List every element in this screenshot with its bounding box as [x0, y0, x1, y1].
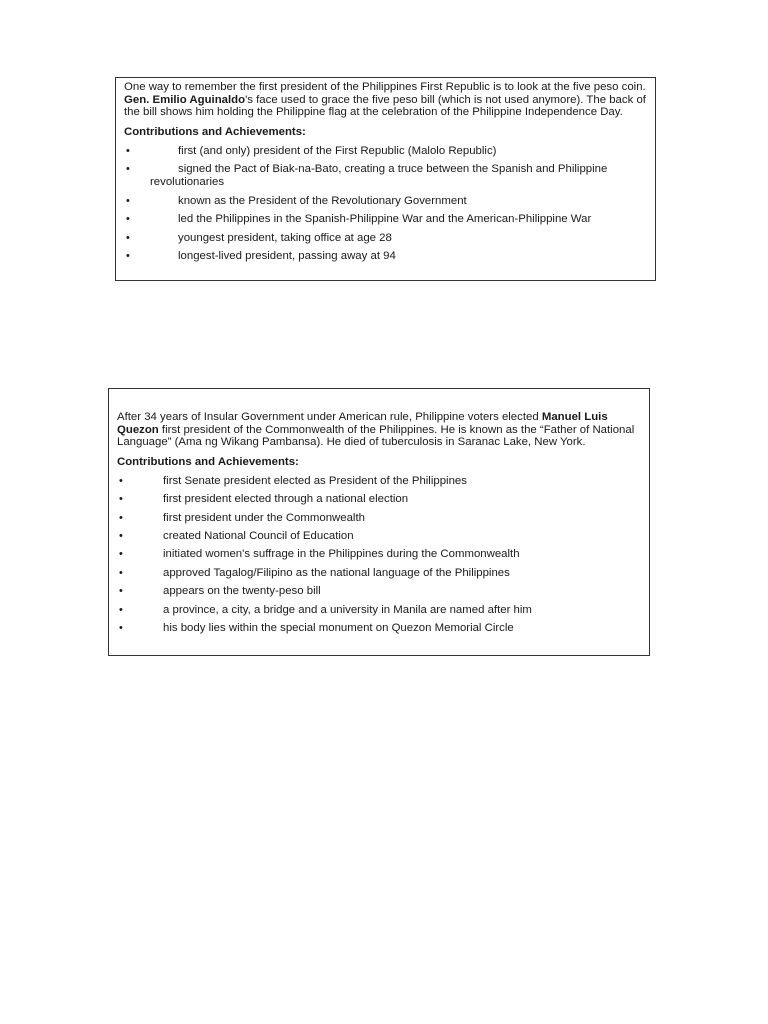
list-item-text: his body lies within the special monument on Quezon Memorial Circle — [163, 621, 514, 634]
aguinaldo-heading: Contributions and Achievements: — [124, 125, 306, 138]
bullet-icon: • — [119, 603, 123, 616]
aguinaldo-name: Gen. Emilio Aguinaldo — [124, 93, 246, 106]
bullet-icon: • — [119, 511, 123, 524]
list-item — [124, 145, 647, 158]
list-item — [117, 548, 641, 561]
list-item — [117, 604, 641, 617]
bullet-icon: • — [126, 144, 130, 157]
quezon-heading: Contributions and Achievements: — [117, 455, 299, 468]
list-item-text: first (and only) president of the First Republic (Malolo Republic) — [178, 144, 497, 157]
list-item-text: created National Council of Education — [163, 529, 354, 542]
list-item — [124, 195, 647, 208]
list-item-text: signed the Pact of Biak-na-Bato, creating a truce between the Spanish and Philippine revolutionaries — [150, 163, 608, 188]
list-item-text: longest-lived president, passing away at 94 — [178, 250, 396, 263]
bullet-icon: • — [119, 621, 123, 634]
quezon-intro-paragraph — [117, 411, 641, 449]
bullet-icon: • — [126, 250, 130, 263]
bullet-icon: • — [119, 474, 123, 487]
quezon-intro-before: After 34 years of Insular Government under American rule, Philippine voters elected — [117, 411, 542, 423]
list-item — [117, 622, 641, 635]
list-item — [117, 585, 641, 598]
bullet-icon: • — [119, 493, 123, 506]
list-item-text: appears on the twenty-peso bill — [163, 585, 321, 598]
list-item — [117, 493, 641, 506]
bullet-icon: • — [126, 194, 130, 207]
bullet-icon: • — [126, 231, 130, 244]
list-item-text: approved Tagalog/Filipino as the national language of the Philippines — [163, 566, 510, 579]
bullet-icon: • — [119, 585, 123, 598]
aguinaldo-text-box — [115, 77, 656, 281]
quezon-name: Manuel Luis Quezon — [117, 411, 608, 436]
bullet-icon: • — [119, 548, 123, 561]
quezon-achievements-list — [117, 475, 641, 635]
bullet-icon: • — [126, 163, 130, 176]
list-item — [117, 475, 641, 488]
list-item-text: youngest president, taking office at age 28 — [178, 231, 392, 244]
list-item — [124, 250, 647, 263]
list-item-text: first president elected through a national election — [163, 493, 409, 506]
aguinaldo-achievements-list — [124, 145, 647, 263]
list-item-text: a province, a city, a bridge and a university in Manila are named after him — [163, 603, 532, 616]
list-item — [117, 530, 641, 543]
list-item — [124, 163, 647, 188]
list-item — [124, 213, 647, 226]
list-item-text: led the Philippines in the Spanish-Philippine War and the American-Philippine War — [178, 213, 592, 226]
list-item-text: first Senate president elected as President of the Philippines — [163, 474, 467, 487]
bullet-icon: • — [119, 529, 123, 542]
list-item — [117, 512, 641, 525]
list-item-text: initiated women's suffrage in the Philippines during the Commonwealth — [163, 548, 520, 561]
list-item-text: first president under the Commonwealth — [163, 511, 365, 524]
aguinaldo-intro-before: One way to remember the first president of the Philippines First Republic is to look at the five peso coin. — [124, 81, 646, 93]
aguinaldo-intro-after: 's face used to grace the five peso bill (which is not used anymore). The back of the bill shows him holding the Philippine flag at the celebration of the Philippine Independence Day. — [124, 93, 646, 119]
bullet-icon: • — [119, 566, 123, 579]
aguinaldo-intro-paragraph — [124, 81, 647, 119]
bullet-icon: • — [126, 213, 130, 226]
list-item — [117, 567, 641, 580]
quezon-intro-after: first president of the Commonwealth of the Philippines. He is known as the “Father of National Language” (Ama ng Wikang Pambansa). He died of tuberculosis in Saranac Lake, New York. — [117, 423, 635, 449]
list-item — [124, 232, 647, 245]
quezon-text-box — [108, 388, 650, 656]
list-item-text: known as the President of the Revolutionary Government — [178, 194, 467, 207]
